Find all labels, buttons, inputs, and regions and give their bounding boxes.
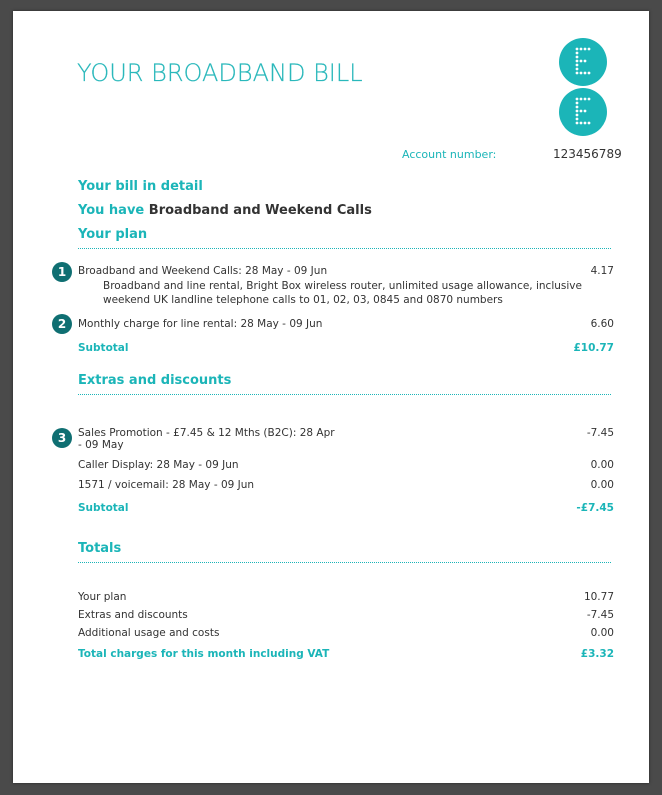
- totals-row: [78, 627, 614, 639]
- extras-divider: [78, 394, 611, 395]
- bill-detail-heading: Your bill in detail: [78, 179, 203, 194]
- plan-item-row: [78, 318, 614, 330]
- totals-row: [78, 591, 614, 603]
- extras-item-badge-3: 3: [52, 428, 72, 448]
- totals-heading: Totals: [78, 541, 122, 556]
- totals-row-amount: 10.77: [583, 591, 614, 603]
- plan-subtotal-label: Subtotal: [78, 342, 129, 354]
- grand-total-row: [78, 648, 614, 660]
- plan-subtotal-amount: £10.77: [573, 342, 614, 354]
- totals-row-amount: -7.45: [586, 609, 614, 621]
- plan-item-label: Broadband and Weekend Calls: 28 May - 09 Jun: [78, 265, 328, 277]
- totals-row: [78, 609, 614, 621]
- plan-divider: [78, 248, 611, 249]
- plan-item-amount: 6.60: [590, 318, 614, 330]
- extras-subtotal-label: Subtotal: [78, 502, 129, 514]
- plan-item-label: Monthly charge for line rental: 28 May - 09 Jun: [78, 318, 323, 330]
- totals-row-label: Additional usage and costs: [78, 627, 220, 639]
- extras-item-amount: 0.00: [590, 479, 614, 491]
- totals-row-label: Your plan: [78, 591, 127, 603]
- extras-item-row: [78, 479, 614, 491]
- totals-divider: [78, 562, 611, 563]
- grand-total-amount: £3.32: [580, 648, 614, 660]
- plan-item-description: Broadband and line rental, Bright Box wireless router, unlimited usage allowance, inclusive weekend UK landline telephone calls to 01, 02, 03, 0845 and 0870 numbers: [103, 280, 582, 306]
- grand-total-label: Total charges for this month including VAT: [78, 648, 330, 660]
- plan-item-amount: 4.17: [590, 265, 614, 277]
- plan-item-badge-1: 1: [52, 262, 72, 282]
- account-number-value: 123456789: [553, 147, 622, 161]
- extras-subtotal-row: [78, 502, 614, 514]
- totals-row-label: Extras and discounts: [78, 609, 188, 621]
- extras-item-amount: -7.45: [586, 427, 614, 439]
- account-number-label: Account number:: [402, 148, 497, 161]
- extras-item-label: 1571 / voicemail: 28 May - 09 Jun: [78, 479, 255, 491]
- plan-item-row: [78, 265, 614, 277]
- plan-item-badge-2: 2: [52, 314, 72, 334]
- bill-title: YOUR BROADBAND BILL: [77, 59, 363, 87]
- extras-item-amount: 0.00: [590, 459, 614, 471]
- extras-item-row: [78, 427, 614, 451]
- plan-heading: Your plan: [78, 227, 148, 242]
- you-have-prefix: You have: [78, 203, 145, 218]
- ee-logo-icon: [558, 37, 608, 137]
- extras-item-label: Caller Display: 28 May - 09 Jun: [78, 459, 239, 471]
- plan-subtotal-row: [78, 342, 614, 354]
- extras-item-row: [78, 459, 614, 471]
- bill-page: [13, 11, 649, 783]
- you-have-package: Broadband and Weekend Calls: [148, 203, 372, 218]
- extras-item-label-line1: Sales Promotion - £7.45 & 12 Mths (B2C): 28 Apr: [78, 427, 335, 439]
- you-have-line: [78, 203, 372, 218]
- extras-heading: Extras and discounts: [78, 373, 232, 388]
- extras-item-label-line2: - 09 May: [78, 439, 124, 451]
- extras-subtotal-amount: -£7.45: [576, 502, 614, 514]
- totals-row-amount: 0.00: [590, 627, 614, 639]
